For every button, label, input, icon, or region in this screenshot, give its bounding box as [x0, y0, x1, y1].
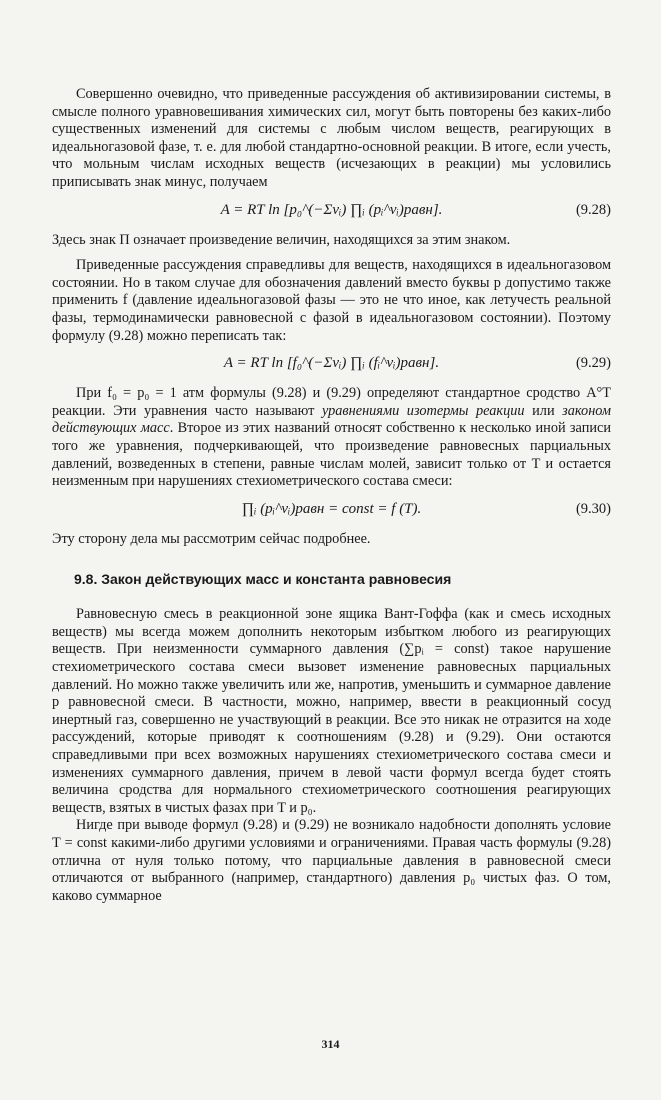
text-run: или [524, 402, 563, 419]
equation-number: (9.28) [575, 201, 611, 218]
paragraph-transition: Эту сторону дела мы рассмотрим сейчас подробнее. [52, 530, 371, 547]
paragraph-ideal-gas: Приведенные рассуждения справедливы для веществ, находящихся в идеальногазовом состоянии. Но в таком случае для обозначения давлений вместо буквы p допустимо также применить f (давление идеальногазовой фазы — это не что иное, как летучесть реальной фазы, термодинамически равновесной с фазой в идеальногазовом состоянии). Поэтому формулу (9.28) можно переписать так: [52, 257, 611, 344]
page-number: 314 [321, 1037, 340, 1051]
paragraph-standard-affinity [52, 385, 611, 491]
emphasis-isotherm: уравнениями изотермы реакции [321, 402, 525, 419]
equation-number: (9.30) [575, 500, 611, 517]
text-run: . Второе из этих названий относят собственно к несколько иной записи того же уравнения, подчеркивающей, что произведение равновесных парциальных давлений, возведенных в степени, равные числам молей, зависит только от T и остается неизменным при нарушениях стехиометрического состава смеси: [52, 420, 611, 490]
section-heading: 9.8. Закон действующих масс и константа равновесия [74, 571, 452, 588]
formula-expression: ∏ᵢ (pᵢ^νᵢ)равн = const = f (T). [241, 500, 422, 517]
formula-9-29 [52, 345, 611, 385]
text-run: При f₀ = p₀ = 1 атм формулы (9.28) и (9.29) определяют стандартное сродство A°T реакции. Эти уравнения часто называют [52, 385, 611, 419]
formula-expression: A = RT ln [p₀^(−Σνᵢ) ∏ᵢ (pᵢ^νᵢ)равн]. [220, 201, 443, 218]
equation-number: (9.29) [575, 355, 611, 372]
paragraph-intro: Совершенно очевидно, что приведенные рассуждения об активизировании системы, в смысле полного уравновешивания химических сил, могут быть повторены без каких-либо существенных изменений для системы с любым числом веществ, реагирующих в идеальногазовой фазе, т. е. для любой стандартно-основной реакции. В итоге, если учесть, что мольным числам исходных веществ (исчезающих в реакции) мы условились приписывать знак минус, получаем [52, 86, 611, 190]
formula-9-30 [52, 491, 611, 531]
formula-expression: A = RT ln [f₀^(−Σνᵢ) ∏ᵢ (fᵢ^νᵢ)равн]. [223, 355, 440, 372]
paragraph-product-sign: Здесь знак П означает произведение величин, находящихся за этим знаком. [52, 231, 511, 248]
formula-9-28 [52, 192, 611, 232]
paragraph-vant-hoff-box: Равновесную смесь в реакционной зоне ящика Вант-Гоффа (как и смесь исходных веществ) мы всегда можем дополнить некоторым избытком любого из реагирующих веществ. При неизменности суммарного давления (∑pᵢ = const) такое нарушение стехиометрического состава смеси вызовет изменение равновесных парциальных давлений. Но можно также увеличить или же, напротив, уменьшить и суммарное давление p равновесной смеси. В частности, можно, например, ввести в реакционный сосуд инертный газ, совершенно не участвующий в реакции. Все это никак не отразится на ходе рассуждений, которые приводят к соотношениям (9.28) и (9.29). Они остаются справедливыми при всех возможных нарушениях стехиометрического состава смеси и изменениях суммарного давления, причем в левой части формул всегда будет стоять величина сродства для нормального стехиометрического соотношения реагирующих веществ, взятых в чистых фазах при T и p₀. [52, 606, 611, 816]
emphasis-mass-action: законом действующих масс [52, 402, 612, 437]
paragraph-conditions: Нигде при выводе формул (9.28) и (9.29) не возникало надобности дополнять условие T = const какими-либо другими условиями и ограничениями. Правая часть формулы (9.28) отлична от нуля только потому, что парциальные давления в равновесной смеси отличаются от выбранного (например, стандартного) давления p₀ чистых фаз. О том, каково суммарное [52, 817, 611, 904]
